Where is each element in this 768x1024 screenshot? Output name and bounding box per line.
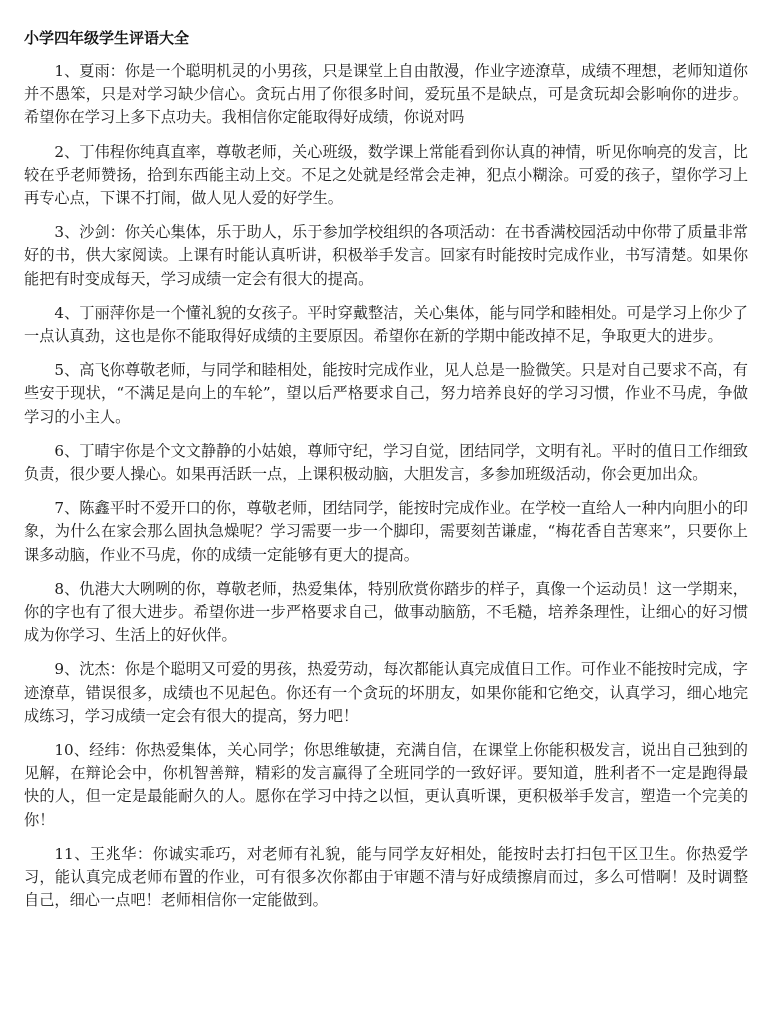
comment-paragraph-6: 6、丁晴宇你是个文文静静的小姑娘，尊师守纪，学习自觉，团结同学，文明有礼。平时的值日工作细致负责，很少要人操心。如果再活跃一点，上课积极动脑，大胆发言，多参加班级活动，你会更加出众。 <box>24 441 748 484</box>
comment-paragraph-2: 2、丁伟程你纯真直率，尊敬老师，关心班级，数学课上常能看到你认真的神情，听见你响亮的发言，比较在乎老师赞扬，拾到东西能主动上交。不足之处就是经常会走神，犯点小糊涂。可爱的孩子，望你学习上再专心点，下课不打闹，做人见人爱的好学生。 <box>24 142 748 208</box>
comment-paragraph-3: 3、沙剑：你关心集体，乐于助人，乐于参加学校组织的各项活动：在书香满校园活动中你带了质量非常好的书，供大家阅读。上课有时能认真听讲，积极举手发言。回家有时能按时完成作业，书写清楚。如果你能把有时变成每天，学习成绩一定会有很大的提高。 <box>24 223 748 288</box>
comment-paragraph-1: 1、夏雨：你是一个聪明机灵的小男孩，只是课堂上自由散漫，作业字迹潦草，成绩不理想，老师知道你并不愚笨，只是对学习缺少信心。贪玩占用了你很多时间，爱玩虽不是缺点，可是贪玩却会影响你的进步。希望你在学习上多下点功夫。我相信你定能取得好成绩，你说对吗 <box>24 62 748 127</box>
comment-paragraph-7: 7、陈鑫平时不爱开口的你，尊敬老师，团结同学，能按时完成作业。在学校一直给人一种内向胆小的印象，为什么在家会那么固执急燥呢？学习需要一步一个脚印，需要刻苦谦虚，“梅花香自苦寒来”，只要你上课多动脑，作业不马虎，你的成绩一定能够有更大的提高。 <box>24 499 748 564</box>
document-title: 小学四年级学生评语大全 <box>24 29 190 47</box>
comment-paragraph-9: 9、沈杰：你是个聪明又可爱的男孩，热爱劳动，每次都能认真完成值日工作。可作业不能按时完成，字迹潦草，错误很多，成绩也不见起色。你还有一个贪玩的坏朋友，如果你能和它绝交，认真学习，细心地完成练习，学习成绩一定会有很大的提高，努力吧！ <box>24 660 748 725</box>
comment-paragraph-11: 11、王兆华：你诚实乖巧，对老师有礼貌，能与同学友好相处，能按时去打扫包干区卫生。你热爱学习，能认真完成老师布置的作业，可有很多次你都由于审题不清与好成绩擦肩而过，多么可惜啊！及时调整自己，细心一点吧！老师相信你一定能做到。 <box>24 844 748 910</box>
comment-paragraph-5: 5、高飞你尊敬老师，与同学和睦相处，能按时完成作业，见人总是一脸微笑。只是对自己要求不高，有些安于现状，“不满足是向上的车轮”，望以后严格要求自己，努力培养良好的学习习惯，作业不马虎，争做学习的小主人。 <box>24 361 748 426</box>
comment-paragraph-4: 4、丁丽萍你是一个懂礼貌的女孩子。平时穿戴整洁，关心集体，能与同学和睦相处。可是学习上你少了一点认真劲，这也是你不能取得好成绩的主要原因。希望你在新的学期中能改掉不足，争取更大的进步。 <box>24 303 748 346</box>
comment-paragraph-10: 10、经纬：你热爱集体，关心同学；你思维敏捷，充满自信，在课堂上你能积极发言，说出自己独到的见解，在辩论会中，你机智善辩，精彩的发言赢得了全班同学的一致好评。要知道，胜利者不一定是跑得最快的人，但一定是最能耐久的人。愿你在学习中持之以恒，更认真听课，更积极举手发言，塑造一个完美的你！ <box>24 741 748 829</box>
comment-paragraph-8: 8、仇港大大咧咧的你，尊敬老师，热爱集体，特别欣赏你踏步的样子，真像一个运动员！这一学期来，你的字也有了很大进步。希望你进一步严格要求自己，做事动脑筋，不毛糙，培养条理性，让细心的好习惯成为你学习、生活上的好伙伴。 <box>24 579 748 645</box>
